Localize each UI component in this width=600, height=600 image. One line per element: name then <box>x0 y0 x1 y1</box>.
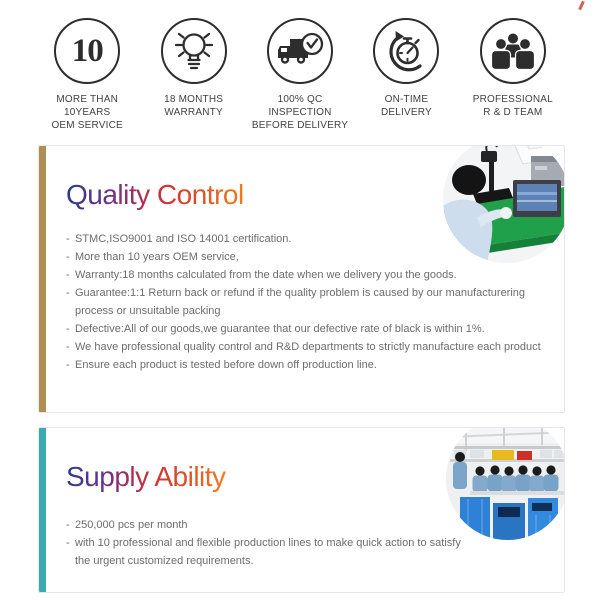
truck-clock-icon <box>267 18 333 84</box>
supply-ability-accent-bar <box>39 428 46 592</box>
list-item: - We have professional quality control and R&D departments to strictly manufacture each product <box>66 341 541 353</box>
badge-caption: PROFESSIONAL R & D TEAM <box>472 94 553 118</box>
list-item: - STMC,ISO9001 and ISO 14001 certification. <box>66 233 292 245</box>
list-item: - with 10 professional and flexible production lines to make quick action to satisfy <box>66 537 461 549</box>
red-artifact-mark <box>578 1 585 10</box>
quality-control-accent-bar <box>39 146 46 412</box>
list-item: - Warranty:18 months calculated from the date when we delivery you the goods. <box>66 269 457 281</box>
list-item: - More than 10 years OEM service, <box>66 251 239 263</box>
badge-warranty <box>140 18 246 132</box>
list-item: - Defective:All of our goods,we guarantee that our defective rate of black is within 1%. <box>66 323 485 335</box>
list-item-continuation: the urgent customized requirements. <box>75 555 254 567</box>
badges-row <box>34 18 566 132</box>
list-item-continuation: process or unsuitable packing <box>75 305 221 317</box>
supply-ability-list <box>66 516 564 570</box>
badge-caption: ON-TIME DELIVERY <box>380 94 432 118</box>
stopwatch-icon <box>373 18 439 84</box>
badge-ontime-delivery <box>353 18 459 132</box>
badge-oem-service <box>34 18 140 132</box>
supply-ability-title: Supply Ability <box>66 461 226 492</box>
badge-rd-team <box>460 18 566 132</box>
badge-caption: 100% QC INSPECTION BEFORE DELIVERY <box>251 94 349 131</box>
supply-ability-card <box>38 427 565 593</box>
badge-caption: MORE THAN 10YEARS OEM SERVICE <box>51 94 123 131</box>
quality-control-list <box>66 230 564 374</box>
list-item: - Ensure each product is tested before down off production line. <box>66 359 377 371</box>
list-item: - 250,000 pcs per month <box>66 519 188 531</box>
lightbulb-icon <box>161 18 227 84</box>
quality-control-card <box>38 145 565 413</box>
quality-control-title: Quality Control <box>66 179 244 210</box>
badge-caption: 18 MONTHS WARRANTY <box>164 94 224 118</box>
team-icon <box>480 18 546 84</box>
list-item: - Guarantee:1:1 Return back or refund if the quality problem is caused by our manufacturering <box>66 287 526 299</box>
badge-qc-inspection <box>247 18 353 132</box>
ten-years-icon <box>54 18 120 84</box>
ten-years-number: 10 <box>71 32 103 69</box>
